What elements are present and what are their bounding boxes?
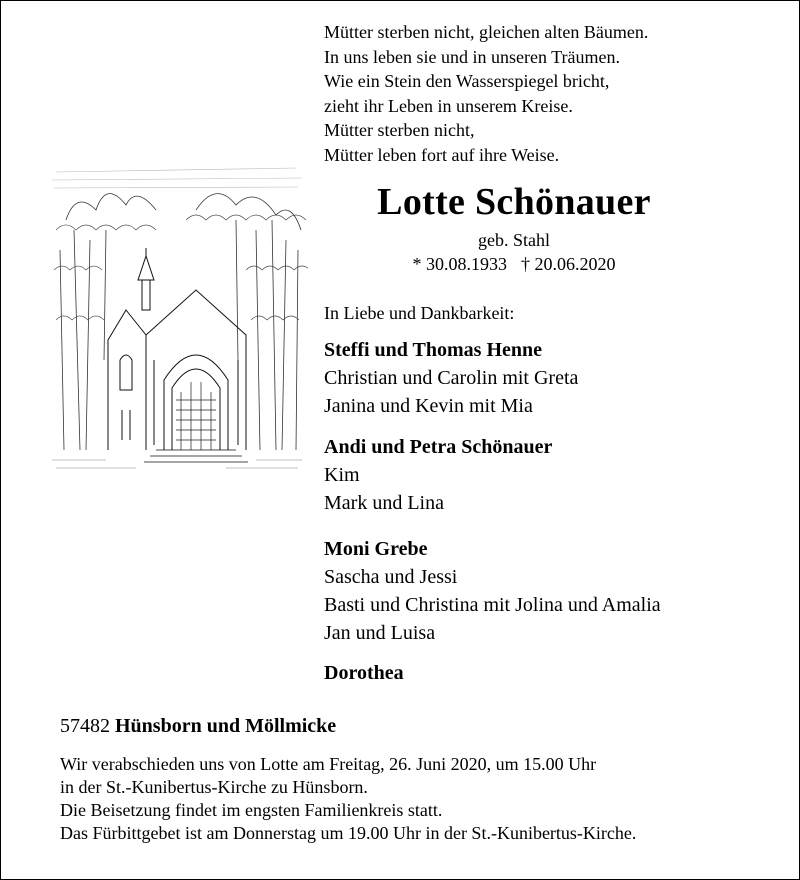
family-member: Christian und Carolin mit Greta — [324, 367, 579, 389]
notice-line: Wir verabschieden uns von Lotte am Freitag, 26. Juni 2020, um 15.00 Uhr — [60, 754, 597, 774]
poem-line: Mütter sterben nicht, — [324, 120, 475, 141]
poem-line: Wie ein Stein den Wasserspiegel bricht, — [324, 71, 610, 92]
family-group — [324, 535, 661, 647]
poem — [324, 20, 648, 168]
notice-line: in der St.-Kunibertus-Kirche zu Hünsborn. — [60, 777, 368, 797]
family-member: Janina und Kevin mit Mia — [324, 395, 533, 417]
life-dates — [324, 252, 704, 276]
birth-date: * 30.08.1933 — [412, 254, 507, 274]
notice-line: Die Beisetzung findet im engsten Familienkreis statt. — [60, 800, 443, 820]
family-member: Mark und Lina — [324, 492, 444, 514]
family-member: Jan und Luisa — [324, 622, 436, 644]
family-head: Steffi und Thomas Henne — [324, 339, 543, 361]
death-date: † 20.06.2020 — [521, 254, 616, 274]
postal-code: 57482 — [60, 715, 110, 737]
family-member: Sascha und Jessi — [324, 566, 458, 588]
notice-line: Das Fürbittgebet ist am Donnerstag um 19.00 Uhr in der St.-Kunibertus-Kirche. — [60, 823, 637, 843]
family-group — [324, 336, 578, 420]
deceased-block — [324, 180, 704, 276]
poem-line: Mütter sterben nicht, gleichen alten Bäumen. — [324, 22, 649, 42]
deceased-name: Lotte Schönauer — [377, 181, 651, 223]
family-member: Kim — [324, 464, 360, 486]
birth-name: geb. Stahl — [478, 230, 550, 250]
family-head: Dorothea — [324, 662, 404, 684]
chapel-sketch-icon — [46, 160, 308, 476]
poem-line: In uns leben sie und in unseren Träumen. — [324, 46, 620, 67]
family-group — [324, 433, 552, 517]
funeral-notice — [60, 753, 636, 845]
family-member: Basti und Christina mit Jolina und Amalia — [324, 594, 661, 616]
family-head: Moni Grebe — [324, 538, 428, 560]
mourners-intro: In Liebe und Dankbarkeit: — [324, 303, 515, 323]
town-names: Hünsborn und Möllmicke — [115, 715, 337, 737]
place-line — [60, 712, 336, 740]
family-head: Andi und Petra Schönauer — [324, 436, 553, 458]
poem-line: Mütter leben fort auf ihre Weise. — [324, 144, 560, 165]
family-group — [324, 659, 404, 687]
poem-line: zieht ihr Leben in unserem Kreise. — [324, 95, 573, 116]
